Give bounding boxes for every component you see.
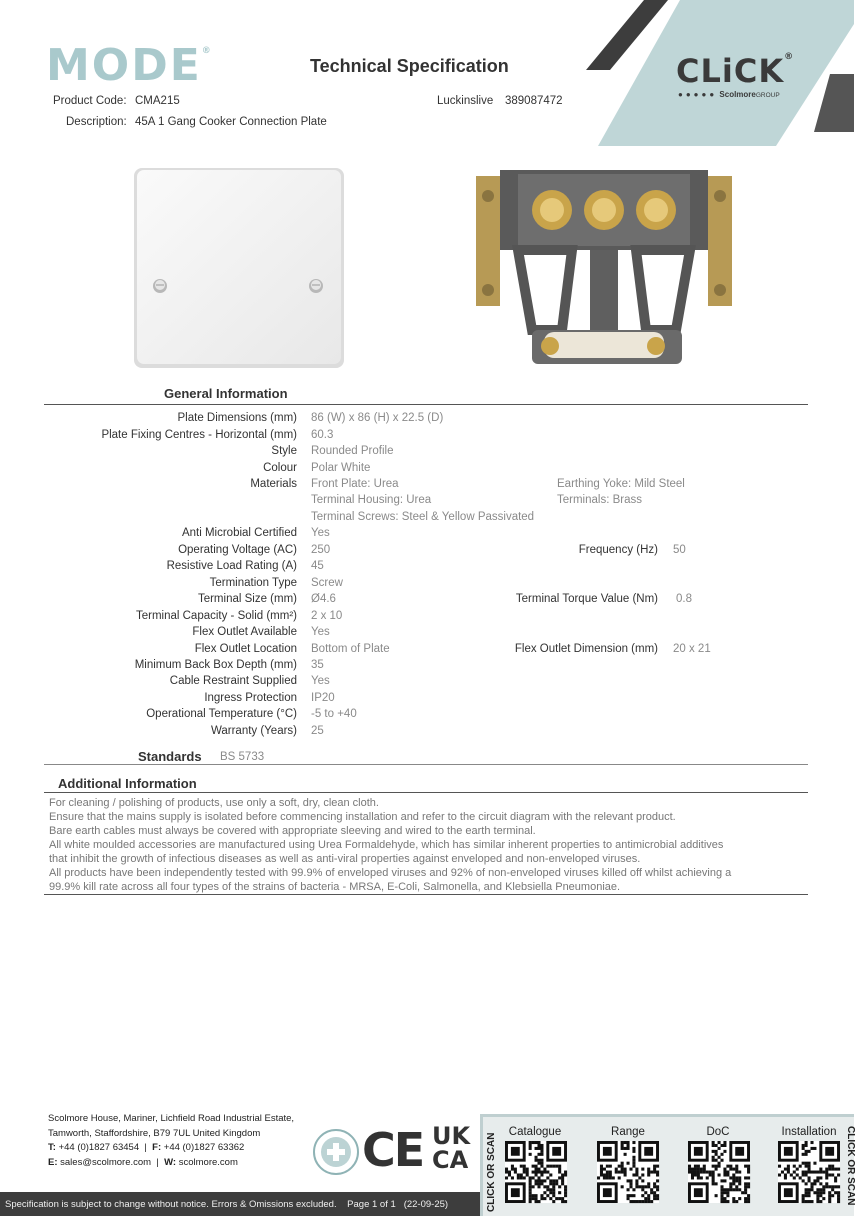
click-or-scan-left: CLICK OR SCAN (486, 1132, 497, 1212)
flex-outlet-location-value: Bottom of Plate (311, 643, 390, 655)
phone-fax: T: +44 (0)1827 63454 | F: +44 (0)1827 63362 (48, 1142, 245, 1153)
ingress-protection-value: IP20 (311, 692, 335, 704)
style-label: Style (271, 445, 297, 457)
click-or-scan-right: CLICK OR SCAN (845, 1126, 856, 1206)
material-earthing-yoke: Earthing Yoke: Mild Steel (557, 478, 685, 490)
operating-voltage-value: 250 (311, 544, 331, 556)
mode-logo: MODE® (46, 40, 213, 91)
standards-label: Standards (138, 749, 202, 764)
qr-label-installation: Installation (781, 1126, 837, 1138)
info-line: All white moulded accessories are manufactured using Urea Formaldehyde, which has similar inherent properties to antimicrobial additives (49, 839, 724, 851)
termination-type-value: Screw (311, 577, 343, 589)
fixing-centres-label: Plate Fixing Centres - Horizontal (mm) (101, 429, 297, 441)
info-line: that inhibit the growth of infectious diseases as well as anti-viral properties against enveloped and non-enveloped viruses. (49, 853, 641, 865)
warranty-value: 25 (311, 725, 324, 737)
style-value: Rounded Profile (311, 445, 394, 457)
fixing-centres-value: 60.3 (311, 429, 334, 441)
operating-voltage-label: Operating Voltage (AC) (178, 544, 297, 556)
colour-value: Polar White (311, 462, 371, 474)
info-line: Ensure that the mains supply is isolated before commencing installation and refer to the circuit diagram with the relevant product. (49, 811, 676, 823)
qr-label-doc: DoC (706, 1126, 730, 1138)
terminal-size-value: Ø4.6 (311, 593, 336, 605)
additional-information-heading: Additional Information (58, 776, 197, 791)
store-label: Luckinslive (437, 95, 494, 107)
product-code-label: Product Code: (53, 95, 127, 107)
website-link[interactable]: scolmore.com (178, 1157, 238, 1168)
divider (44, 894, 808, 895)
ukca-mark: UK CA (432, 1122, 471, 1174)
termination-type-label: Termination Type (209, 577, 297, 589)
terminal-torque-value: 0.8 (676, 593, 692, 605)
qr-label-range: Range (611, 1126, 645, 1138)
frequency-label: Frequency (Hz) (578, 544, 658, 556)
footer-disclaimer: Specification is subject to change without notice. Errors & Omissions excluded. Page 1 of 1 (22-09-25) (5, 1199, 449, 1210)
doc-qr-code[interactable] (688, 1141, 750, 1203)
info-line: Bare earth cables must always be covered with appropriate sleeving and wired to the earth terminal. (49, 825, 536, 837)
operational-temperature-label: Operational Temperature (°C) (146, 708, 297, 720)
flex-outlet-dimension-label: Flex Outlet Dimension (mm) (514, 643, 658, 655)
installation-qr-code[interactable] (778, 1141, 840, 1203)
email-link[interactable]: sales@scolmore.com (60, 1157, 152, 1168)
plate-product-image (132, 166, 346, 370)
flex-outlet-available-value: Yes (311, 626, 330, 638)
operational-temperature-value: -5 to +40 (311, 708, 357, 720)
material-terminal-screws: Terminal Screws: Steel & Yellow Passivated (311, 511, 535, 523)
flex-outlet-dimension-value: 20 x 21 (673, 643, 711, 655)
materials-label: Materials (250, 478, 297, 490)
flex-outlet-available-label: Flex Outlet Available (192, 626, 297, 638)
load-rating-value: 45 (311, 560, 324, 572)
terminal-size-label: Terminal Size (mm) (197, 593, 297, 605)
flex-outlet-location-label: Flex Outlet Location (194, 643, 297, 655)
divider (44, 764, 808, 765)
plate-dimensions-label: Plate Dimensions (mm) (177, 412, 297, 424)
warranty-label: Warranty (Years) (210, 725, 297, 737)
terminal-torque-label: Terminal Torque Value (Nm) (515, 593, 658, 605)
terminal-capacity-value: 2 x 10 (311, 610, 343, 622)
ingress-protection-label: Ingress Protection (204, 692, 297, 704)
address-line-1: Scolmore House, Mariner, Lichfield Road Industrial Estate, (48, 1113, 295, 1124)
cable-restraint-value: Yes (311, 675, 330, 687)
qr-label-catalogue: Catalogue (508, 1126, 562, 1138)
connector-product-image (472, 170, 736, 370)
divider (44, 404, 808, 405)
catalogue-qr-code[interactable] (505, 1141, 567, 1203)
document-title: Technical Specification (310, 56, 509, 76)
anti-microbial-label: Anti Microbial Certified (181, 527, 297, 539)
terminal-capacity-label: Terminal Capacity - Solid (mm²) (135, 610, 297, 622)
range-qr-code[interactable] (597, 1141, 659, 1203)
description-label: Description: (66, 116, 127, 128)
cable-restraint-label: Cable Restraint Supplied (169, 675, 297, 687)
info-line: All products have been independently tested with 99.9% of enveloped viruses and 92% of non-enveloped viruses killed off whilst achieving a (49, 867, 732, 879)
scolmore-group-label: ●●●●● ScolmoreGROUP (678, 90, 780, 99)
ce-mark: CE (362, 1123, 424, 1177)
frequency-value: 50 (673, 544, 686, 556)
description: 45A 1 Gang Cooker Connection Plate (135, 116, 327, 128)
product-code: CMA215 (135, 95, 180, 107)
info-line: For cleaning / polishing of products, use only a soft, dry, clean cloth. (49, 797, 379, 809)
plate-dimensions-value: 86 (W) x 86 (H) x 22.5 (D) (311, 412, 444, 424)
address-line-2: Tamworth, Staffordshire, B79 7UL United Kingdom (48, 1128, 261, 1139)
anti-microbial-value: Yes (311, 527, 330, 539)
divider (44, 792, 808, 793)
material-terminals: Terminals: Brass (557, 494, 642, 506)
click-logo: CLiCK® (676, 52, 795, 90)
colour-label: Colour (263, 462, 297, 474)
material-terminal-housing: Terminal Housing: Urea (311, 494, 432, 506)
info-line: 99.9% kill rate across all four types of the strains of bacteria - MRSA, E-Coli, Salmonella, and Klebsiella Pneumoniae. (49, 881, 621, 893)
standards-value: BS 5733 (220, 751, 265, 763)
back-box-depth-label: Minimum Back Box Depth (mm) (134, 659, 297, 671)
back-box-depth-value: 35 (311, 659, 324, 671)
antibacterial-seal-icon (312, 1128, 360, 1176)
material-front-plate: Front Plate: Urea (311, 478, 399, 490)
store-code: 389087472 (505, 95, 563, 107)
load-rating-label: Resistive Load Rating (A) (166, 560, 297, 572)
general-information-heading: General Information (164, 386, 288, 401)
email-web: E: sales@scolmore.com | W: scolmore.com (48, 1157, 238, 1168)
